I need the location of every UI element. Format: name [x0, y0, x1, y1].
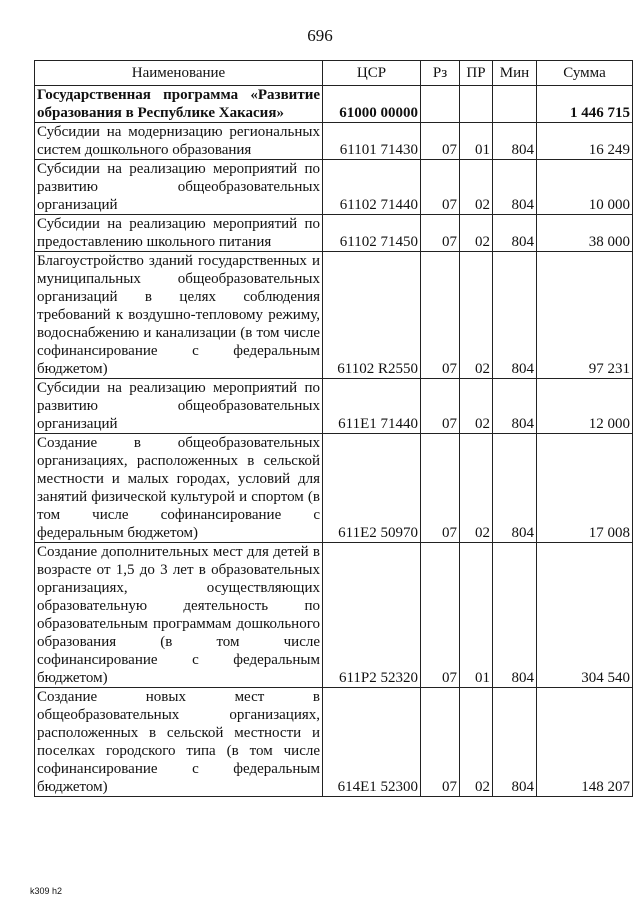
footer-code: k309 h2	[30, 886, 63, 896]
cell-sum: 12 000	[537, 379, 633, 434]
cell-csr: 61102 71450	[323, 215, 421, 252]
table-row	[35, 688, 633, 797]
cell-csr: 611E1 71440	[323, 379, 421, 434]
cell-pr: 02	[460, 688, 493, 797]
cell-sum: 17 008	[537, 434, 633, 543]
table-row	[35, 434, 633, 543]
cell-csr: 61102 R2550	[323, 252, 421, 379]
cell-name: Субсидии на реализацию мероприятий по развитию общеобразовательных организаций	[35, 379, 323, 434]
cell-min: 804	[493, 543, 537, 688]
cell-name: Создание новых мест в общеобразовательных организациях, расположенных в сельской местности и поселках городского типа (в том числе софинансирование с федеральным бюджетом)	[35, 688, 323, 797]
cell-sum: 1 446 715	[537, 86, 633, 123]
table-row	[35, 543, 633, 688]
cell-sum: 10 000	[537, 160, 633, 215]
header-min: Мин	[493, 61, 537, 86]
cell-rz	[421, 86, 460, 123]
cell-csr: 61000 00000	[323, 86, 421, 123]
table-row	[35, 215, 633, 252]
cell-rz: 07	[421, 252, 460, 379]
header-sum: Сумма	[537, 61, 633, 86]
table-row	[35, 252, 633, 379]
cell-min: 804	[493, 160, 537, 215]
cell-rz: 07	[421, 160, 460, 215]
cell-sum: 97 231	[537, 252, 633, 379]
cell-min: 804	[493, 688, 537, 797]
header-pr: ПР	[460, 61, 493, 86]
cell-pr: 01	[460, 123, 493, 160]
cell-name: Государственная программа «Развитие образования в Республике Хакасия»	[35, 86, 323, 123]
cell-name: Субсидии на модернизацию региональных систем дошкольного образования	[35, 123, 323, 160]
table-row	[35, 123, 633, 160]
cell-min: 804	[493, 252, 537, 379]
table-header-row	[35, 61, 633, 86]
cell-min: 804	[493, 434, 537, 543]
cell-min: 804	[493, 379, 537, 434]
cell-rz: 07	[421, 215, 460, 252]
cell-pr: 02	[460, 379, 493, 434]
page-number: 696	[307, 26, 333, 45]
cell-sum: 16 249	[537, 123, 633, 160]
cell-pr: 02	[460, 160, 493, 215]
header-csr: ЦСР	[323, 61, 421, 86]
cell-name: Субсидии на реализацию мероприятий по предоставлению школьного питания	[35, 215, 323, 252]
cell-pr: 01	[460, 543, 493, 688]
cell-rz: 07	[421, 123, 460, 160]
table-row	[35, 160, 633, 215]
cell-sum: 38 000	[537, 215, 633, 252]
cell-csr: 611P2 52320	[323, 543, 421, 688]
cell-rz: 07	[421, 688, 460, 797]
cell-name: Благоустройство зданий государственных и муниципальных общеобразовательных организаций в целях соблюдения требований к воздушно-тепловому режиму, водоснабжению и канализации (в том числе софинансирование с федеральным бюджетом)	[35, 252, 323, 379]
cell-sum: 304 540	[537, 543, 633, 688]
cell-name: Субсидии на реализацию мероприятий по развитию общеобразовательных организаций	[35, 160, 323, 215]
cell-sum: 148 207	[537, 688, 633, 797]
cell-pr: 02	[460, 252, 493, 379]
cell-min: 804	[493, 215, 537, 252]
cell-csr: 614E1 52300	[323, 688, 421, 797]
cell-rz: 07	[421, 379, 460, 434]
cell-min: 804	[493, 123, 537, 160]
cell-csr: 611E2 50970	[323, 434, 421, 543]
header-rz: Рз	[421, 61, 460, 86]
table-row	[35, 379, 633, 434]
cell-csr: 61101 71430	[323, 123, 421, 160]
cell-name: Создание в общеобразовательных организациях, расположенных в сельской местности и малых городах, условий для занятий физической культурой и спортом (в том числе софинансирование с федеральным бюджетом)	[35, 434, 323, 543]
cell-pr: 02	[460, 434, 493, 543]
cell-rz: 07	[421, 434, 460, 543]
cell-pr	[460, 86, 493, 123]
cell-name: Создание дополнительных мест для детей в возрасте от 1,5 до 3 лет в образовательных организациях, осуществляющих образовательную деятельность по образовательным программам дошкольного образования (в том числе софинансирование с федеральным бюджетом)	[35, 543, 323, 688]
table-row-program	[35, 86, 633, 123]
cell-pr: 02	[460, 215, 493, 252]
header-name: Наименование	[35, 61, 323, 86]
cell-rz: 07	[421, 543, 460, 688]
cell-csr: 61102 71440	[323, 160, 421, 215]
budget-table	[34, 60, 633, 797]
cell-min	[493, 86, 537, 123]
